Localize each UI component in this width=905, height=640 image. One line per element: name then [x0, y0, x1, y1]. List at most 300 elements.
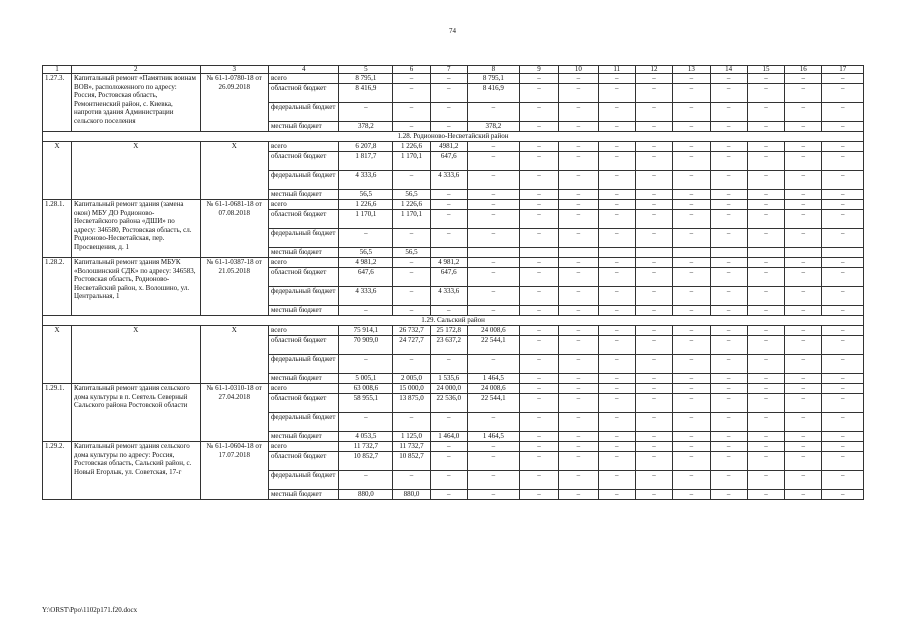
value-cell: –: [635, 142, 672, 152]
value-cell: –: [467, 471, 519, 490]
value-cell: –: [747, 355, 784, 374]
value-cell: –: [710, 142, 747, 152]
value-cell: –: [467, 200, 519, 210]
value-cell: –: [785, 374, 822, 384]
value-cell: 56,5: [339, 248, 393, 258]
value-cell: 6 207,8: [339, 142, 393, 152]
value-cell: –: [559, 432, 598, 442]
value-cell: –: [673, 268, 710, 287]
value-cell: –: [559, 355, 598, 374]
value-cell: –: [559, 152, 598, 171]
value-cell: –: [635, 152, 672, 171]
value-cell: –: [710, 413, 747, 432]
value-cell: [710, 248, 747, 258]
value-cell: –: [785, 432, 822, 442]
value-cell: –: [559, 171, 598, 190]
value-cell: –: [747, 452, 784, 471]
value-cell: –: [822, 384, 864, 394]
value-cell: 2 005,0: [393, 374, 430, 384]
value-cell: –: [467, 452, 519, 471]
value-cell: 24 727,7: [393, 336, 430, 355]
value-cell: 4 333,6: [339, 171, 393, 190]
value-cell: –: [393, 74, 430, 84]
value-cell: 1 464,5: [467, 432, 519, 442]
value-cell: 1 464,5: [467, 374, 519, 384]
value-cell: 13 875,0: [393, 394, 430, 413]
value-cell: 647,6: [339, 268, 393, 287]
section-row: [43, 132, 864, 142]
value-cell: –: [710, 210, 747, 229]
value-cell: –: [559, 452, 598, 471]
value-cell: –: [393, 258, 430, 268]
value-cell: –: [519, 287, 558, 306]
value-cell: –: [710, 74, 747, 84]
item-number: 1.29.2.: [43, 442, 72, 500]
value-cell: –: [710, 306, 747, 316]
value-cell: –: [519, 374, 558, 384]
value-cell: –: [393, 122, 430, 132]
funding-source-label: местный бюджет: [268, 306, 338, 316]
value-cell: –: [635, 394, 672, 413]
item-document: № 61-1-0310-18 от 27.04.2018: [200, 384, 268, 442]
value-cell: 1 226,6: [339, 200, 393, 210]
value-cell: 1 125,0: [393, 432, 430, 442]
value-cell: –: [519, 355, 558, 374]
value-cell: –: [822, 374, 864, 384]
value-cell: 1 226,6: [393, 142, 430, 152]
value-cell: –: [519, 200, 558, 210]
value-cell: –: [710, 384, 747, 394]
value-cell: –: [467, 287, 519, 306]
value-cell: –: [598, 268, 635, 287]
value-cell: –: [785, 452, 822, 471]
value-cell: –: [559, 374, 598, 384]
value-cell: –: [598, 287, 635, 306]
value-cell: –: [785, 442, 822, 452]
section-title: 1.29. Сальский район: [43, 316, 864, 326]
section-row: [43, 316, 864, 326]
value-cell: –: [747, 142, 784, 152]
value-cell: –: [673, 190, 710, 200]
value-cell: –: [467, 490, 519, 500]
column-number: 9: [519, 66, 558, 74]
value-cell: –: [393, 413, 430, 432]
value-cell: 647,6: [430, 268, 467, 287]
value-cell: –: [785, 268, 822, 287]
value-cell: –: [519, 413, 558, 432]
column-number: 12: [635, 66, 672, 74]
value-cell: –: [822, 471, 864, 490]
value-cell: –: [559, 442, 598, 452]
value-cell: –: [822, 152, 864, 171]
funding-source-label: всего: [268, 142, 338, 152]
value-cell: –: [430, 103, 467, 122]
value-cell: –: [710, 103, 747, 122]
value-cell: –: [598, 84, 635, 103]
value-cell: –: [598, 374, 635, 384]
funding-source-label: всего: [268, 326, 338, 336]
value-cell: –: [747, 490, 784, 500]
value-cell: 24 008,6: [467, 384, 519, 394]
funding-source-label: всего: [268, 384, 338, 394]
value-cell: –: [598, 171, 635, 190]
value-cell: –: [559, 122, 598, 132]
value-cell: 24 000,0: [430, 384, 467, 394]
funding-source-label: федеральный бюджет: [268, 171, 338, 190]
value-cell: 378,2: [467, 122, 519, 132]
item-row: [43, 200, 864, 210]
value-cell: –: [747, 152, 784, 171]
value-cell: –: [635, 413, 672, 432]
value-cell: –: [822, 84, 864, 103]
value-cell: 8 795,1: [467, 74, 519, 84]
value-cell: –: [598, 74, 635, 84]
funding-source-label: местный бюджет: [268, 432, 338, 442]
item-name: Капитальный ремонт здания сельского дома культуры по адресу: Россия, Ростовская область, Сальский район, с. Новый Егорлык, ул. Советская, 17-г: [72, 442, 201, 500]
value-cell: 8 795,1: [339, 74, 393, 84]
value-cell: –: [519, 84, 558, 103]
value-cell: –: [559, 268, 598, 287]
value-cell: –: [785, 229, 822, 248]
value-cell: –: [559, 413, 598, 432]
value-cell: 8 416,9: [467, 84, 519, 103]
value-cell: –: [519, 326, 558, 336]
funding-source-label: областной бюджет: [268, 336, 338, 355]
value-cell: –: [747, 287, 784, 306]
value-cell: –: [822, 200, 864, 210]
value-cell: –: [519, 336, 558, 355]
value-cell: [430, 248, 467, 258]
value-cell: –: [635, 103, 672, 122]
value-cell: –: [598, 103, 635, 122]
value-cell: –: [598, 442, 635, 452]
value-cell: –: [598, 142, 635, 152]
value-cell: –: [822, 74, 864, 84]
value-cell: –: [710, 287, 747, 306]
value-cell: –: [747, 268, 784, 287]
value-cell: –: [822, 355, 864, 374]
value-cell: 4 981,2: [339, 258, 393, 268]
budget-table: [42, 65, 864, 500]
value-cell: 10 852,7: [339, 452, 393, 471]
column-number-row: [43, 66, 864, 74]
value-cell: –: [598, 452, 635, 471]
funding-source-label: местный бюджет: [268, 490, 338, 500]
value-cell: –: [519, 142, 558, 152]
value-cell: [467, 248, 519, 258]
value-cell: –: [785, 355, 822, 374]
column-number: 2: [72, 66, 201, 74]
column-number: 6: [393, 66, 430, 74]
value-cell: 1 817,7: [339, 152, 393, 171]
value-cell: –: [635, 84, 672, 103]
value-cell: –: [430, 413, 467, 432]
value-cell: 11 732,7: [393, 442, 430, 452]
value-cell: –: [673, 210, 710, 229]
value-cell: –: [673, 122, 710, 132]
value-cell: 24 008,6: [467, 326, 519, 336]
value-cell: –: [598, 432, 635, 442]
value-cell: –: [598, 210, 635, 229]
value-cell: –: [635, 200, 672, 210]
value-cell: –: [519, 152, 558, 171]
value-cell: –: [710, 171, 747, 190]
value-cell: [519, 248, 558, 258]
value-cell: –: [519, 190, 558, 200]
value-cell: –: [559, 394, 598, 413]
value-cell: –: [785, 287, 822, 306]
value-cell: –: [559, 229, 598, 248]
value-cell: –: [785, 84, 822, 103]
value-cell: –: [673, 171, 710, 190]
value-cell: –: [559, 326, 598, 336]
funding-source-label: областной бюджет: [268, 452, 338, 471]
value-cell: –: [710, 394, 747, 413]
value-cell: –: [559, 258, 598, 268]
value-cell: –: [467, 152, 519, 171]
value-cell: –: [467, 306, 519, 316]
column-number: 16: [785, 66, 822, 74]
funding-source-label: всего: [268, 442, 338, 452]
value-cell: –: [822, 258, 864, 268]
value-cell: –: [559, 336, 598, 355]
value-cell: –: [598, 190, 635, 200]
value-cell: –: [635, 229, 672, 248]
value-cell: [673, 248, 710, 258]
value-cell: –: [598, 306, 635, 316]
value-cell: –: [467, 103, 519, 122]
value-cell: –: [635, 490, 672, 500]
value-cell: –: [339, 413, 393, 432]
value-cell: –: [519, 210, 558, 229]
value-cell: –: [339, 306, 393, 316]
value-cell: –: [822, 432, 864, 442]
value-cell: –: [430, 84, 467, 103]
value-cell: –: [673, 394, 710, 413]
value-cell: –: [673, 471, 710, 490]
funding-source-label: местный бюджет: [268, 190, 338, 200]
x-mark: Х: [43, 326, 72, 384]
value-cell: 1 170,1: [393, 152, 430, 171]
value-cell: –: [785, 306, 822, 316]
value-cell: –: [393, 355, 430, 374]
value-cell: –: [710, 336, 747, 355]
value-cell: –: [635, 190, 672, 200]
value-cell: –: [430, 306, 467, 316]
item-document: № 61-1-0681-18 от 07.08.2018: [200, 200, 268, 258]
funding-source-label: областной бюджет: [268, 152, 338, 171]
value-cell: –: [635, 374, 672, 384]
value-cell: –: [747, 210, 784, 229]
value-cell: –: [673, 306, 710, 316]
value-cell: –: [747, 432, 784, 442]
value-cell: –: [519, 258, 558, 268]
value-cell: –: [559, 287, 598, 306]
value-cell: 11 732,7: [339, 442, 393, 452]
value-cell: –: [785, 190, 822, 200]
value-cell: –: [673, 413, 710, 432]
value-cell: –: [710, 374, 747, 384]
value-cell: –: [598, 384, 635, 394]
funding-source-label: федеральный бюджет: [268, 355, 338, 374]
value-cell: –: [673, 152, 710, 171]
value-cell: –: [635, 442, 672, 452]
value-cell: –: [430, 122, 467, 132]
value-cell: –: [635, 268, 672, 287]
value-cell: –: [747, 122, 784, 132]
value-cell: 4 053,5: [339, 432, 393, 442]
value-cell: –: [785, 142, 822, 152]
value-cell: –: [430, 190, 467, 200]
value-cell: –: [467, 413, 519, 432]
value-cell: 4 333,6: [339, 287, 393, 306]
column-number: 15: [747, 66, 784, 74]
value-cell: –: [710, 471, 747, 490]
value-cell: –: [822, 122, 864, 132]
value-cell: –: [467, 268, 519, 287]
value-cell: –: [747, 394, 784, 413]
value-cell: –: [519, 384, 558, 394]
value-cell: –: [635, 384, 672, 394]
value-cell: –: [747, 258, 784, 268]
value-cell: 26 732,7: [393, 326, 430, 336]
value-cell: –: [747, 384, 784, 394]
value-cell: –: [747, 190, 784, 200]
value-cell: –: [822, 190, 864, 200]
value-cell: 880,0: [339, 490, 393, 500]
value-cell: –: [467, 210, 519, 229]
value-cell: –: [559, 490, 598, 500]
value-cell: –: [673, 142, 710, 152]
value-cell: –: [747, 442, 784, 452]
value-cell: –: [635, 210, 672, 229]
value-cell: –: [710, 190, 747, 200]
value-cell: –: [519, 394, 558, 413]
value-cell: –: [785, 210, 822, 229]
value-cell: [747, 248, 784, 258]
column-number: 11: [598, 66, 635, 74]
value-cell: –: [635, 306, 672, 316]
value-cell: –: [559, 142, 598, 152]
value-cell: –: [822, 490, 864, 500]
item-name: Капитальный ремонт «Памятник воинам ВОВ», расположенного по адресу: Россия, Ростовская область, Ремонтненский район, с. Киевка, напротив здания Администрации сельского поселения: [72, 74, 201, 132]
x-mark: Х: [72, 142, 201, 200]
value-cell: –: [635, 74, 672, 84]
funding-source-label: областной бюджет: [268, 210, 338, 229]
value-cell: –: [747, 326, 784, 336]
value-cell: –: [710, 490, 747, 500]
value-cell: –: [519, 432, 558, 442]
value-cell: –: [635, 432, 672, 442]
value-cell: [559, 248, 598, 258]
value-cell: –: [393, 103, 430, 122]
value-cell: 22 544,1: [467, 336, 519, 355]
value-cell: 58 955,1: [339, 394, 393, 413]
value-cell: –: [598, 413, 635, 432]
value-cell: –: [635, 122, 672, 132]
value-cell: –: [430, 200, 467, 210]
value-cell: –: [393, 229, 430, 248]
value-cell: –: [785, 490, 822, 500]
x-mark: Х: [43, 142, 72, 200]
value-cell: –: [430, 442, 467, 452]
item-document: № 61-1-0780-18 от 26.09.2018: [200, 74, 268, 132]
value-cell: –: [747, 171, 784, 190]
value-cell: –: [747, 200, 784, 210]
value-cell: –: [598, 229, 635, 248]
value-cell: –: [519, 122, 558, 132]
value-cell: –: [393, 471, 430, 490]
value-cell: –: [747, 336, 784, 355]
value-cell: –: [710, 326, 747, 336]
value-cell: –: [710, 152, 747, 171]
item-number: 1.28.2.: [43, 258, 72, 316]
item-document: № 61-1-0387-18 от 21.05.2018: [200, 258, 268, 316]
value-cell: –: [339, 103, 393, 122]
value-cell: –: [339, 471, 393, 490]
value-cell: –: [393, 287, 430, 306]
value-cell: –: [747, 413, 784, 432]
item-number: 1.27.3.: [43, 74, 72, 132]
item-name: Капитальный ремонт здания (замена окон) МБУ ДО Родионово-Несветайского района «ДШИ» по адресу: 346580, Ростовская область, сл. Родионово-Несветайская, пер. Просвещения, д. 1: [72, 200, 201, 258]
value-cell: –: [673, 103, 710, 122]
funding-source-label: всего: [268, 200, 338, 210]
value-cell: –: [747, 374, 784, 384]
value-cell: –: [339, 355, 393, 374]
value-cell: –: [673, 229, 710, 248]
value-cell: –: [598, 490, 635, 500]
value-cell: –: [519, 268, 558, 287]
funding-source-label: федеральный бюджет: [268, 287, 338, 306]
value-cell: –: [785, 171, 822, 190]
value-cell: –: [747, 74, 784, 84]
column-number: 1: [43, 66, 72, 74]
value-cell: –: [822, 210, 864, 229]
value-cell: 378,2: [339, 122, 393, 132]
value-cell: –: [635, 326, 672, 336]
value-cell: –: [519, 229, 558, 248]
value-cell: –: [559, 200, 598, 210]
value-cell: –: [635, 287, 672, 306]
value-cell: –: [710, 122, 747, 132]
value-cell: –: [822, 229, 864, 248]
funding-source-label: местный бюджет: [268, 374, 338, 384]
value-cell: 8 416,9: [339, 84, 393, 103]
value-cell: –: [822, 413, 864, 432]
column-number: 5: [339, 66, 393, 74]
value-cell: 1 170,1: [393, 210, 430, 229]
value-cell: –: [559, 384, 598, 394]
value-cell: 647,6: [430, 152, 467, 171]
value-cell: –: [519, 306, 558, 316]
value-cell: –: [635, 355, 672, 374]
funding-source-label: федеральный бюджет: [268, 229, 338, 248]
value-cell: 4981,2: [430, 142, 467, 152]
value-cell: –: [822, 142, 864, 152]
funding-source-label: всего: [268, 74, 338, 84]
value-cell: –: [598, 122, 635, 132]
value-cell: –: [467, 142, 519, 152]
value-cell: –: [785, 394, 822, 413]
value-cell: –: [467, 355, 519, 374]
column-number: 4: [268, 66, 338, 74]
value-cell: –: [339, 229, 393, 248]
value-cell: –: [393, 268, 430, 287]
value-cell: 10 852,7: [393, 452, 430, 471]
value-cell: –: [710, 432, 747, 442]
value-cell: –: [430, 471, 467, 490]
value-cell: –: [710, 84, 747, 103]
